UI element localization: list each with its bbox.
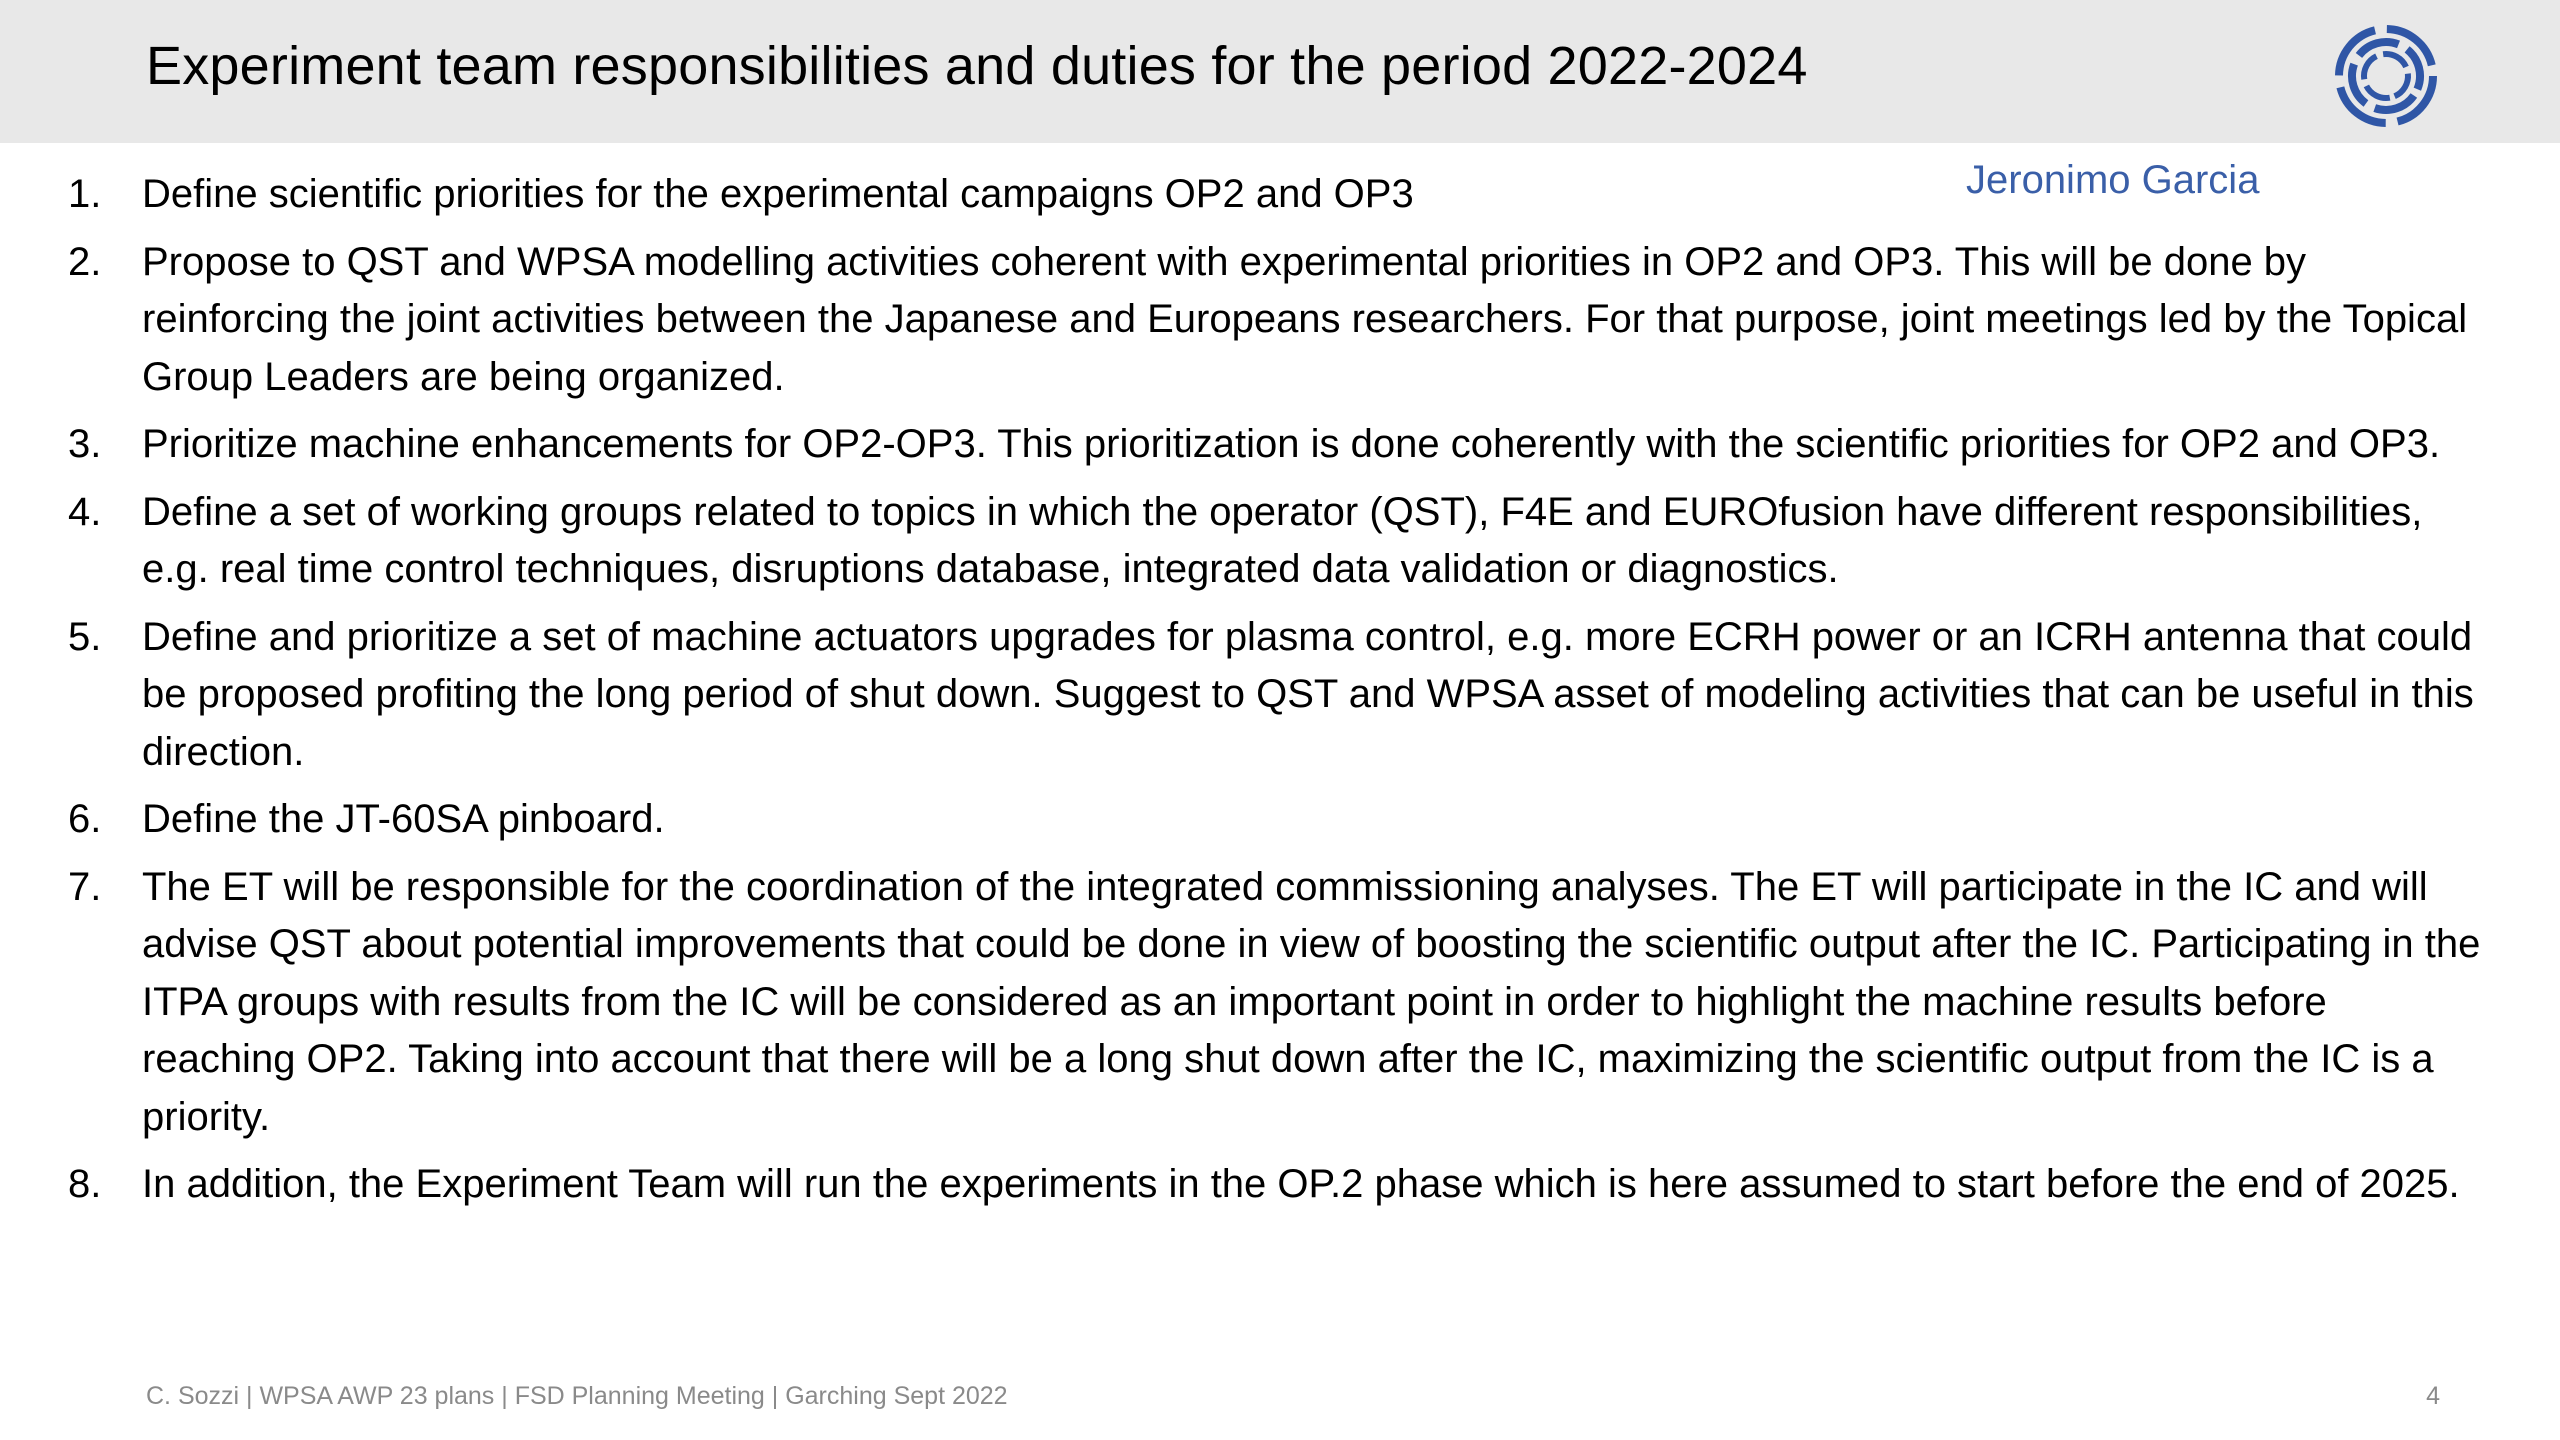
list-item — [0, 484, 2560, 599]
list-item — [0, 791, 2560, 849]
footer-text: C. Sozzi | WPSA AWP 23 plans | FSD Planning Meeting | Garching Sept 2022 — [146, 1382, 1008, 1410]
list-item — [0, 609, 2560, 782]
list-item — [0, 859, 2560, 1147]
item-text: Define the JT-60SA pinboard. — [142, 797, 665, 841]
page-number: 4 — [2426, 1382, 2440, 1410]
item-number: 2. — [68, 239, 102, 284]
jt60sa-logo-icon — [2332, 22, 2440, 130]
item-text: The ET will be responsible for the coordination of the integrated commissioning analyses. The ET will participate in the IC and will advise QST about potential improvements that could be done in view of boosting the scientific output after the IC. Participating in the ITPA groups with results from the IC will be considered as an important point in order to highlight the machine results before reaching OP2. Taking into account that there will be a long shut down after the IC, maximizing the scientific output from the IC is a priority. — [142, 864, 2481, 1139]
item-text: Define and prioritize a set of machine actuators upgrades for plasma control, e.g. more ECRH power or an ICRH antenna that could be proposed profiting the long period of shut down. Suggest to QST and WPSA asset of modeling activities that can be useful in this direction. — [142, 614, 2474, 774]
item-text: Prioritize machine enhancements for OP2-OP3. This prioritization is done coherently with the scientific priorities for OP2 and OP3. — [142, 422, 2441, 466]
item-number: 8. — [68, 1162, 102, 1206]
item-number: 4. — [68, 489, 102, 534]
item-number: 3. — [68, 422, 102, 466]
item-number: 1. — [68, 172, 102, 216]
item-text: Propose to QST and WPSA modelling activities coherent with experimental priorities in OP2 and OP3. This will be done by reinforcing the joint activities between the Japanese and Europeans researchers. For that purpose, joint meetings led by the Topical Group Leaders are being organized. — [142, 239, 2468, 399]
list-item — [0, 166, 2560, 224]
item-number: 5. — [68, 614, 102, 659]
list-item — [0, 416, 2560, 474]
item-text: Define scientific priorities for the experimental campaigns OP2 and OP3 — [142, 172, 1414, 216]
author-name: Jeronimo Garcia — [1966, 158, 2260, 202]
item-text: In addition, the Experiment Team will run the experiments in the OP.2 phase which is here assumed to start before the end of 2025. — [142, 1162, 2460, 1206]
item-number: 7. — [68, 864, 102, 909]
list-item — [0, 234, 2560, 407]
item-number: 6. — [68, 797, 102, 841]
slide-title: Experiment team responsibilities and duties for the period 2022-2024 — [146, 36, 1808, 96]
item-text: Define a set of working groups related to topics in which the operator (QST), F4E and EUROfusion have different responsibilities, e.g. real time control techniques, disruptions database, integrated data validation or diagnostics. — [142, 489, 2423, 591]
list-item — [0, 1156, 2560, 1214]
responsibilities-list — [0, 166, 2560, 1224]
